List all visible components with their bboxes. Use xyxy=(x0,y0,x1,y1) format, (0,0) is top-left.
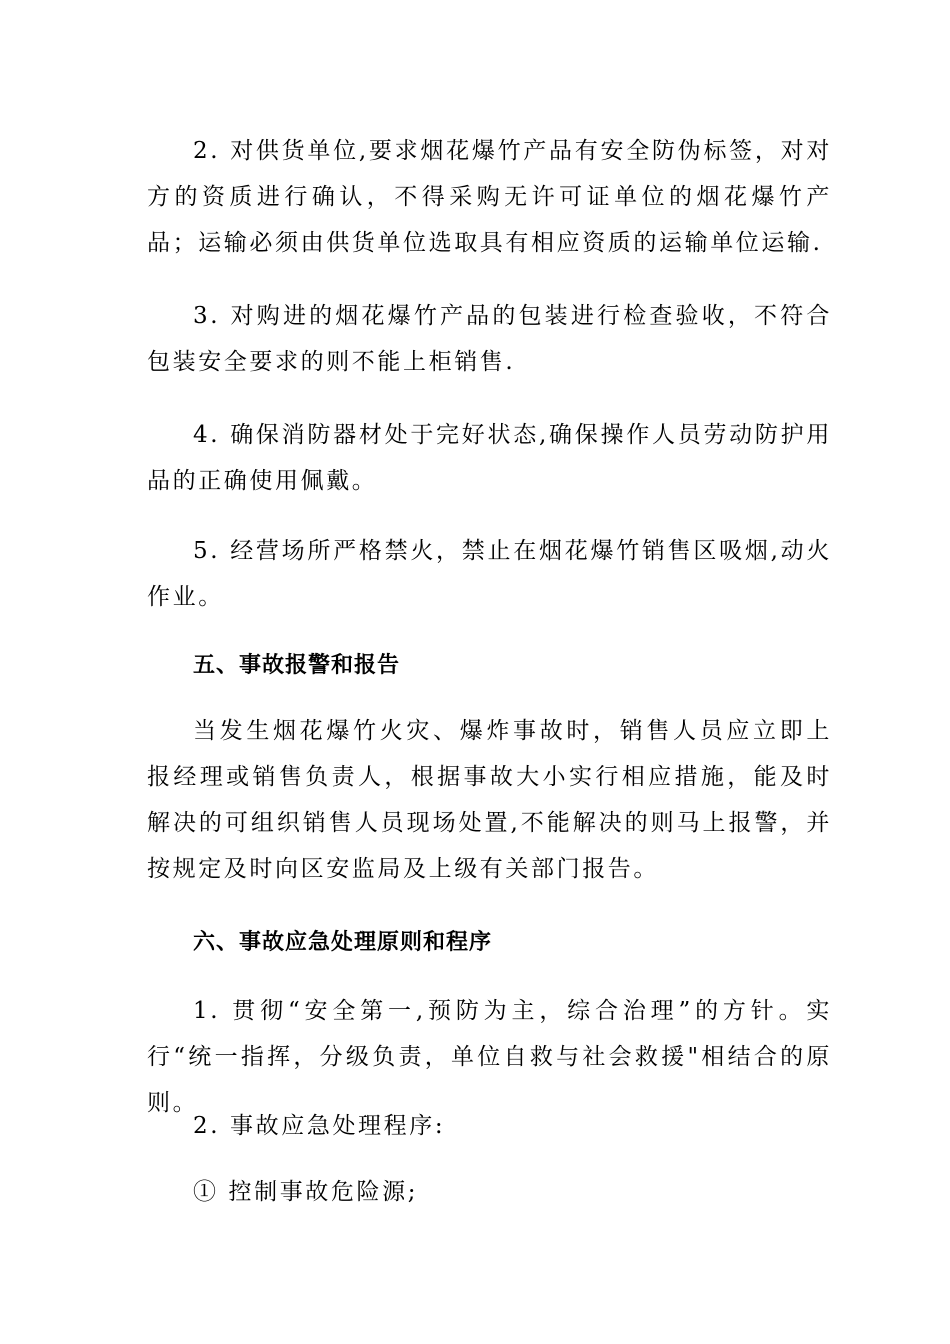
section-heading-emergency-procedure: 六、事故应急处理原则和程序 xyxy=(193,930,493,955)
paragraph-emergency-principles: 1. 贯彻“安全第一,预防为主，综合治理”的方针。实行“统一指挥，分级负责，单位自救与社会救援"相结合的原则。 xyxy=(147,998,832,1116)
paragraph-supplier-requirements: 2. 对供货单位,要求烟花爆竹产品有安全防伪标签，对对方的资质进行确认，不得采购无许可证单位的烟花爆竹产品；运输必须由供货单位选取具有相应资质的运输单位运输. xyxy=(147,138,832,256)
paragraph-fire-prohibition: 5. 经营场所严格禁火，禁止在烟花爆竹销售区吸烟,动火作业。 xyxy=(147,538,832,610)
section-heading-accident-reporting: 五、事故报警和报告 xyxy=(193,653,401,678)
paragraph-packaging-inspection: 3. 对购进的烟花爆竹产品的包装进行检查验收，不符合包装安全要求的则不能上柜销售. xyxy=(147,303,832,375)
paragraph-fire-equipment: 4. 确保消防器材处于完好状态,确保操作人员劳动防护用品的正确使用佩戴。 xyxy=(147,422,832,494)
paragraph-procedure-step-1: ① 控制事故危险源; xyxy=(193,1179,419,1205)
paragraph-accident-reporting: 当发生烟花爆竹火灾、爆炸事故时，销售人员应立即上报经理或销售负责人，根据事故大小实行相应措施，能及时解决的可组织销售人员现场处置,不能解决的则马上报警，并按规定及时向区安监局及上级有关部门报告。 xyxy=(147,718,832,882)
paragraph-procedure-title: 2. 事故应急处理程序: xyxy=(193,1113,446,1139)
